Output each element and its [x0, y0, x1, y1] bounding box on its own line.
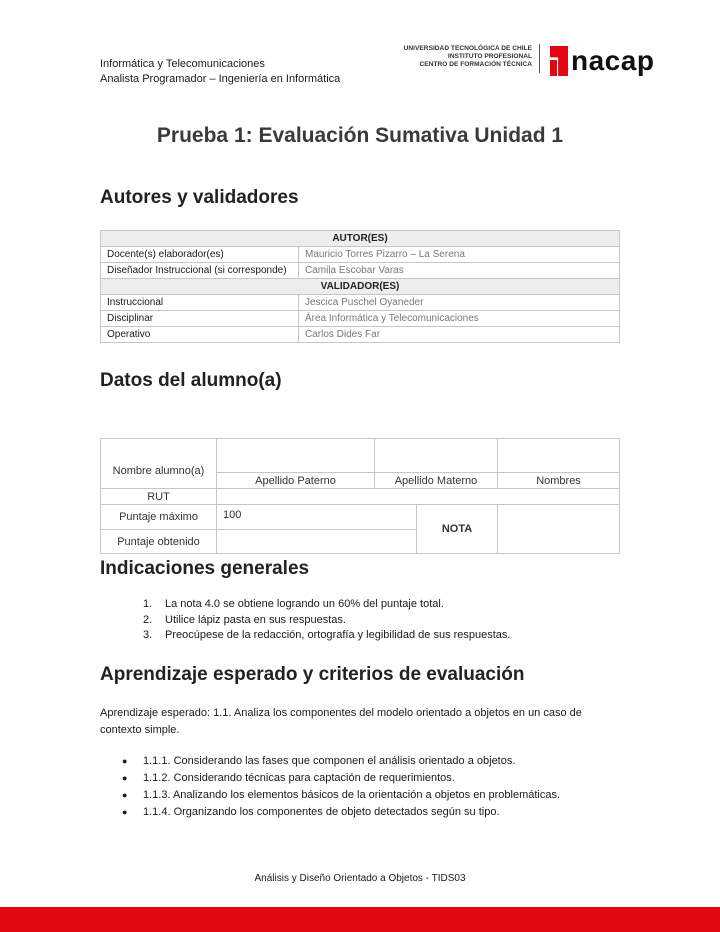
nombres-field[interactable] — [498, 439, 620, 473]
institution-line-2: INSTITUTO PROFESIONAL — [447, 53, 532, 61]
apellido-paterno-field[interactable] — [217, 439, 375, 473]
nota-label: NOTA — [417, 505, 498, 554]
header-program — [100, 57, 340, 86]
logo-mark-icon — [550, 46, 568, 76]
apellido-paterno-label: Apellido Paterno — [217, 473, 375, 489]
list-text: 1.1.1. Considerando las fases que componen el análisis orientado a objetos. — [143, 755, 516, 767]
list-text: 1.1.2. Considerando técnicas para captación de requerimientos. — [143, 772, 455, 784]
header-area: Informática y Telecomunicaciones — [100, 58, 265, 70]
section-indicaciones-heading: Indicaciones generales — [100, 558, 310, 579]
validador-value: Área Informática y Telecomunicaciones — [299, 311, 620, 327]
page-title: Prueba 1: Evaluación Sumativa Unidad 1 — [156, 124, 564, 147]
alumno-table — [100, 438, 620, 554]
validador-label: Instruccional — [101, 295, 299, 311]
logo-wordmark: nacap — [571, 45, 655, 76]
puntaje-maximo-label: Puntaje máximo — [101, 505, 217, 530]
list-text: Utilice lápiz pasta en sus respuestas. — [165, 613, 346, 626]
bullet-icon: ● — [122, 756, 128, 766]
list-item — [122, 770, 560, 787]
page-footer: Análisis y Diseño Orientado a Objetos - TIDS03 — [254, 873, 466, 884]
autores-value: Mauricio Torres Pizarro – La Serena — [299, 247, 620, 263]
section-autores-heading: Autores y validadores — [100, 187, 299, 208]
list-item — [143, 628, 511, 644]
autores-label: Docente(s) elaborador(es) — [101, 247, 299, 263]
list-text: 1.1.3. Analizando los elementos básicos de la orientación a objetos en problemáticas. — [143, 789, 561, 801]
list-item — [122, 787, 560, 804]
institution-line-1: UNIVERSIDAD TECNOLÓGICA DE CHILE — [403, 45, 532, 52]
header-career: Analista Programador – Ingeniería en Informática — [100, 72, 341, 85]
footer-red-bar — [0, 907, 720, 932]
validador-label: Disciplinar — [101, 311, 299, 327]
bullet-icon: ● — [122, 790, 128, 800]
autores-table — [100, 230, 620, 343]
validador-label: Operativo — [101, 327, 299, 343]
validadores-header: VALIDADOR(ES) — [101, 279, 620, 295]
apellido-materno-field[interactable] — [375, 439, 498, 473]
section-aprendizaje-heading: Aprendizaje esperado y criterios de evaluación — [100, 664, 525, 685]
list-item — [122, 753, 560, 770]
aprendizaje-paragraph: Aprendizaje esperado: 1.1. Analiza los componentes del modelo orientado a objetos en un caso de contexto simple. — [100, 707, 582, 736]
nombre-alumno-label: Nombre alumno(a) — [101, 439, 217, 489]
validador-value: Jescica Puschel Oyaneder — [299, 295, 620, 311]
puntaje-obtenido-label: Puntaje obtenido — [101, 530, 217, 554]
criterios-list — [122, 753, 560, 821]
institution-lines — [396, 45, 532, 70]
bullet-icon: ● — [122, 807, 128, 817]
list-text: Preocúpese de la redacción, ortografía y legibilidad de sus respuestas. — [165, 629, 511, 641]
puntaje-maximo-value: 100 — [217, 505, 417, 530]
inacap-logo — [550, 44, 654, 78]
nota-field[interactable] — [498, 505, 620, 554]
list-item — [143, 613, 511, 629]
logo-divider — [539, 44, 540, 73]
autores-label: Diseñador Instruccional (si corresponde) — [101, 263, 299, 279]
list-text: 1.1.4. Organizando los componentes de objeto detectados según su tipo. — [143, 806, 500, 818]
validador-value: Carlos Dides Far — [299, 327, 620, 343]
nombres-label: Nombres — [498, 473, 620, 489]
bullet-icon: ● — [122, 773, 128, 783]
section-datos-heading: Datos del alumno(a) — [100, 370, 282, 391]
rut-field[interactable] — [217, 489, 620, 505]
indicaciones-list — [143, 597, 511, 644]
puntaje-obtenido-field[interactable] — [217, 530, 417, 554]
list-item — [122, 804, 560, 821]
autores-header: AUTOR(ES) — [101, 231, 620, 247]
institution-line-3: CENTRO DE FORMACIÓN TÉCNICA — [419, 61, 532, 69]
list-number: 1. — [143, 598, 153, 610]
list-item — [143, 597, 511, 613]
list-text: La nota 4.0 se obtiene logrando un 60% del puntaje total. — [165, 598, 444, 610]
autores-value: Camila Escobar Varas — [299, 263, 620, 279]
apellido-materno-label: Apellido Materno — [375, 473, 498, 489]
rut-label: RUT — [101, 489, 217, 505]
list-number: 3. — [143, 629, 153, 641]
list-number: 2. — [143, 613, 153, 626]
